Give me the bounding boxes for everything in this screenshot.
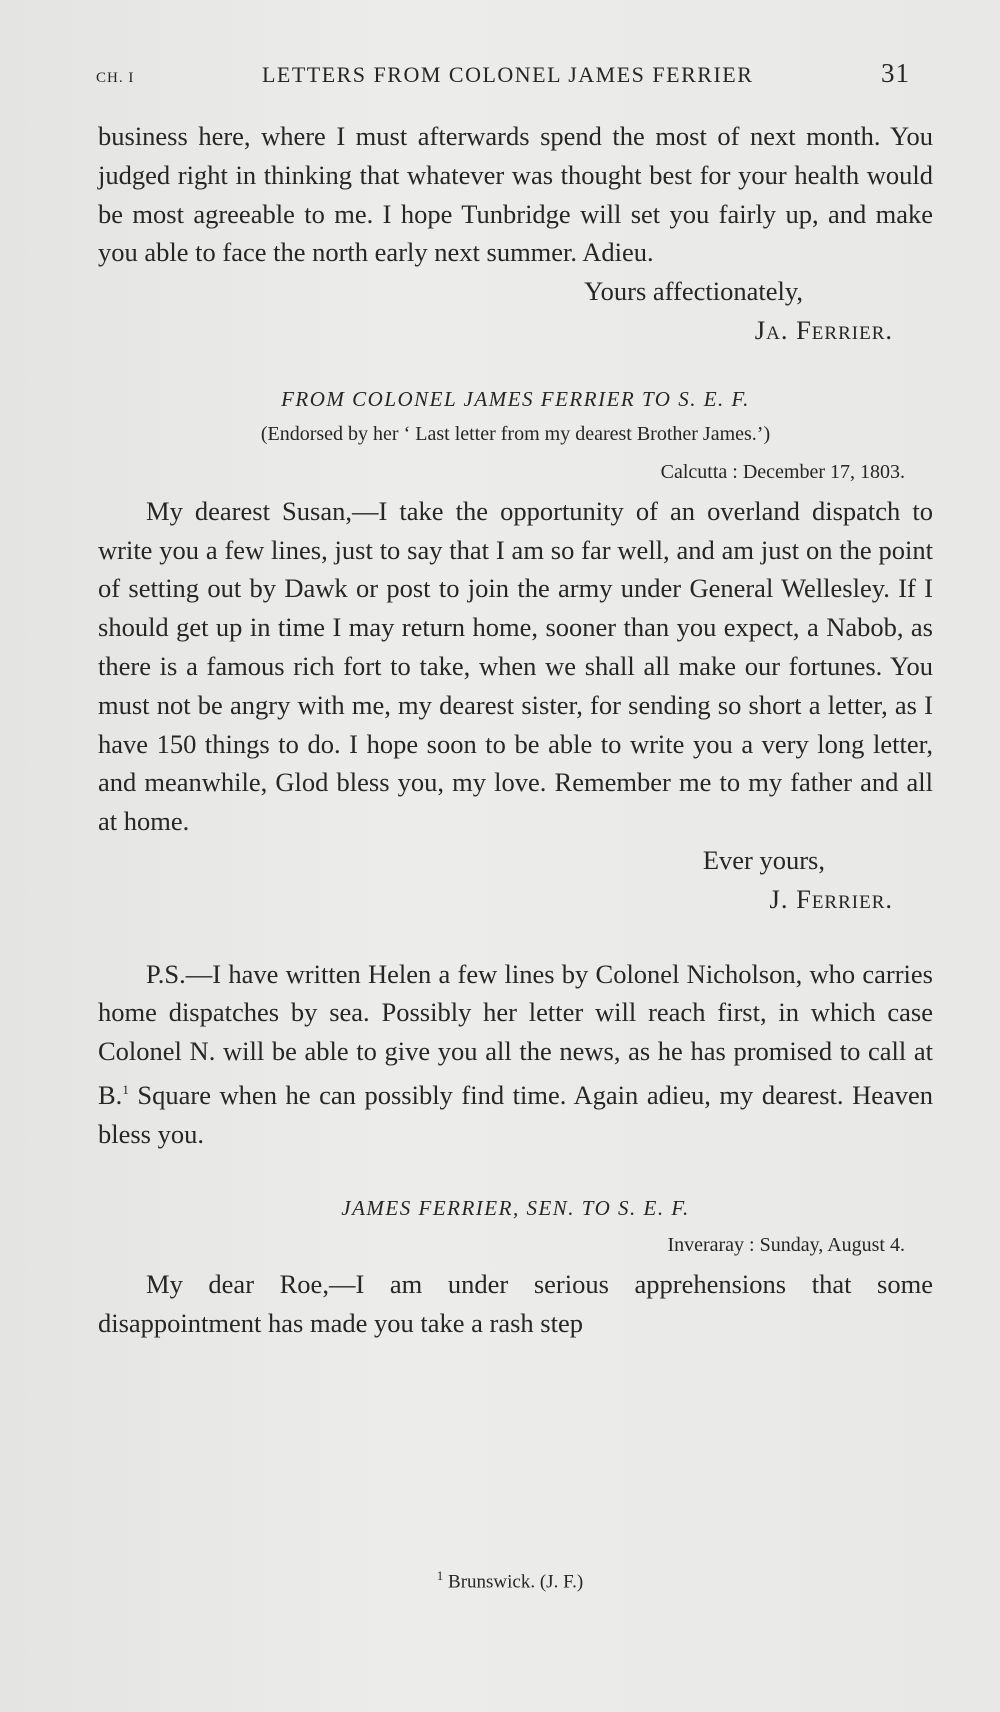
chapter-label: CH. I — [96, 70, 135, 86]
spacer — [98, 919, 933, 955]
letter1-signature: Ja. Ferrier. — [754, 314, 893, 345]
letter2-endorsement: (Endorsed by her ‘ Last letter from my dearest Brother James.’) — [260, 422, 771, 445]
letter1-closing: Yours affectionately, — [584, 276, 803, 307]
footnote-mark: 1 — [436, 1568, 444, 1583]
running-head — [96, 58, 910, 89]
page-body — [98, 117, 933, 1343]
letter2-paragraph: My dearest Susan,—I take the opportunity of an overland dispatch to write you a few lines, just to say that I am so far well, and am just on the point of setting out by Dawk or post to join the army under General Wellesley. If I should get up in time I may return home, sooner than you expect, a Nabob, as there is a famous rich fort to take, when we shall all make our fortunes. You must not be angry with me, my dearest sister, for sending so short a letter, as I have 150 things to do. I hope soon to be able to write you a very long letter, and meanwhile, Glod bless you, my love. Remember me to my father and all at home. — [98, 495, 933, 837]
letter2-signature: J. Ferrier. — [769, 883, 893, 914]
footnote-text: Brunswick. (J. F.) — [443, 1571, 584, 1593]
letter2-closing: Ever yours, — [702, 844, 825, 875]
running-title: LETTERS FROM COLONEL JAMES FERRIER — [261, 62, 754, 87]
page-number: 31 — [880, 58, 910, 88]
letter2-dateline: Calcutta : December 17, 1803. — [660, 460, 905, 483]
letter3-heading: JAMES FERRIER, SEN. TO S. E. F. — [341, 1196, 690, 1221]
footnote — [0, 1568, 1000, 1593]
letter1-paragraph: business here, where I must afterwards spend the most of next month. You judged right in thinking that whatever was thought best for your health would be most agreeable to me. I hope Tunbridge will set you fairly up, and make you able to face the north early next summer. Adieu. — [98, 121, 933, 268]
letter2-heading: FROM COLONEL JAMES FERRIER TO S. E. F. — [281, 386, 750, 411]
letter3-paragraph: My dear Roe,—I am under serious apprehensions that some disappointment has made you take a rash step — [98, 1269, 933, 1339]
letter3-dateline: Inveraray : Sunday, August 4. — [667, 1234, 905, 1257]
postscript-text-before: P.S.—I have written Helen a few lines by Colonel Nicholson, who carries home dispatches by sea. Possibly her letter will reach first, in which case Colonel N. will be able to give you all the news, as he has promised to call at B. — [98, 958, 933, 1110]
letter2-postscript — [98, 955, 933, 1154]
footnote-reference: 1 — [122, 1081, 129, 1097]
postscript-text-after: Square when he can possibly find time. Again adieu, my dearest. Heaven bless you. — [98, 1079, 933, 1149]
